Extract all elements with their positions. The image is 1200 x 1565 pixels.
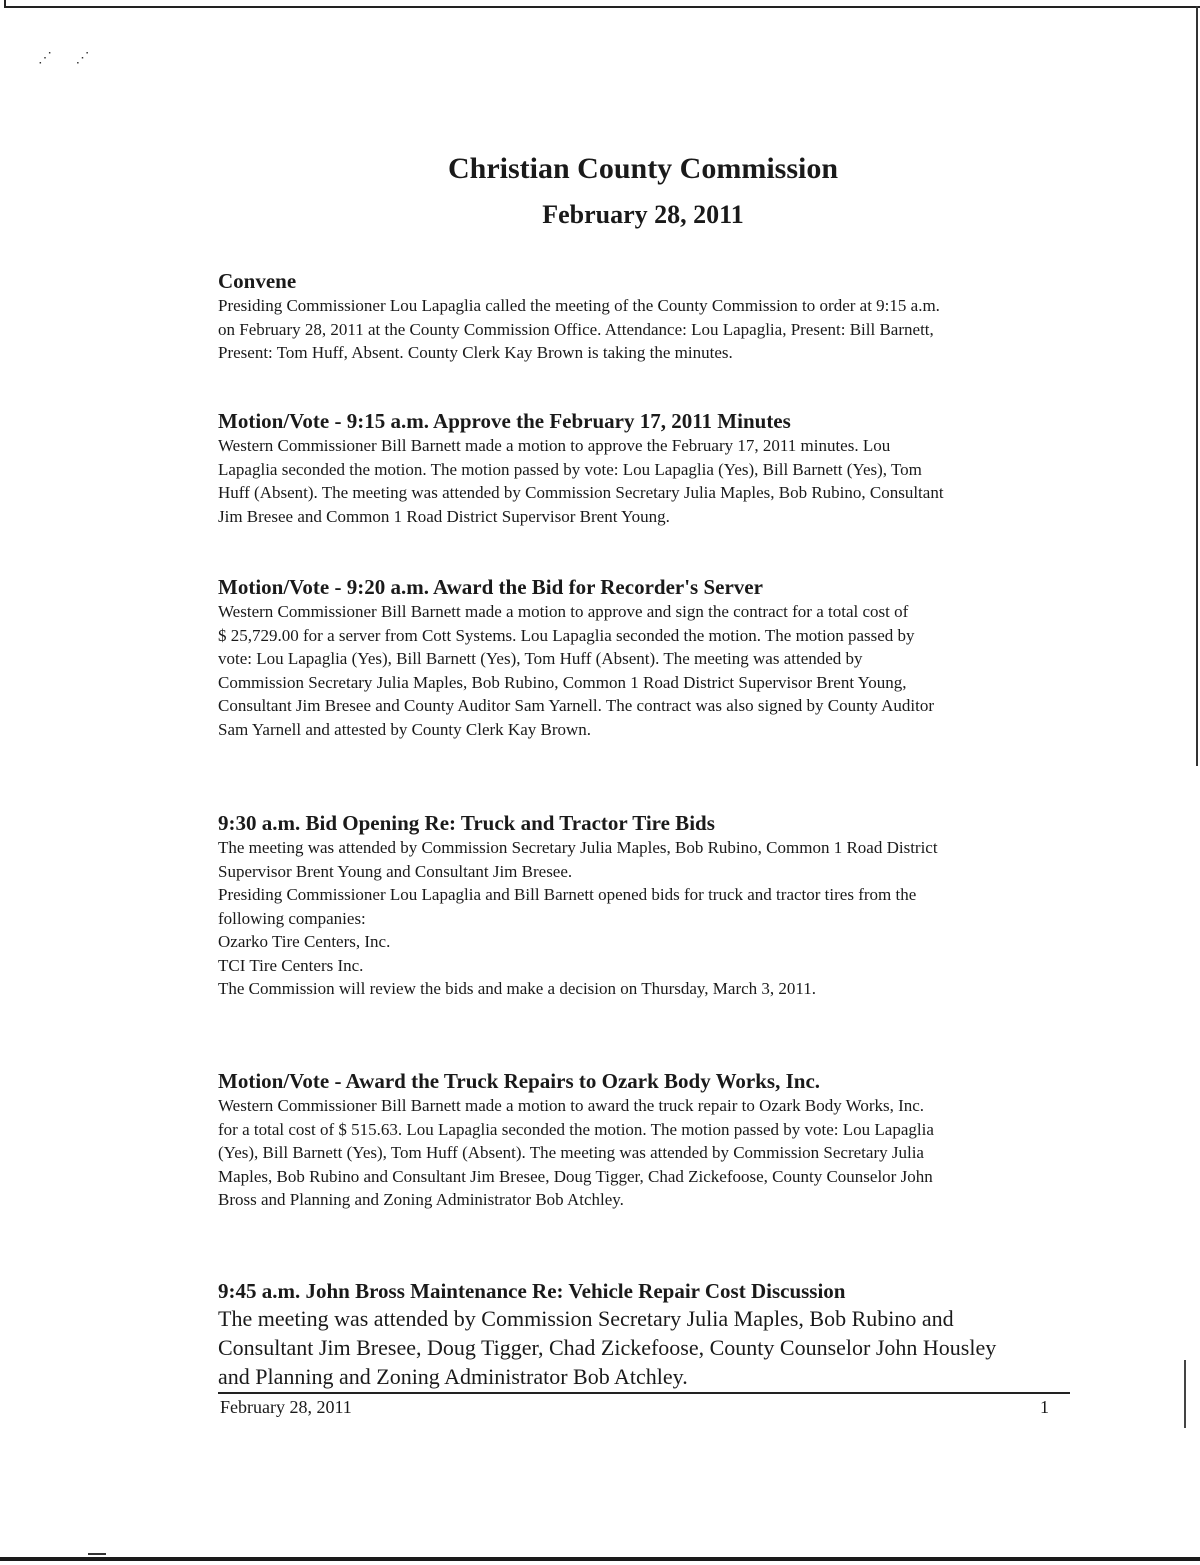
section-heading: Convene [218, 269, 297, 293]
scan-border-right [1196, 6, 1198, 766]
scan-border-tick [4, 0, 6, 8]
paragraph-line: Present: Tom Huff, Absent. County Clerk Kay Brown is taking the minutes. [218, 343, 733, 362]
section-truck-repairs [218, 1068, 1068, 1212]
section-heading: 9:30 a.m. Bid Opening Re: Truck and Tractor Tire Bids [218, 811, 715, 835]
paragraph-line: Maples, Bob Rubino and Consultant Jim Bresee, Doug Tigger, Chad Zickefoose, County Counselor John [218, 1166, 933, 1186]
scan-bottom-mark [88, 1553, 106, 1555]
page-number: 1 [1040, 1397, 1049, 1417]
paragraph-line: Supervisor Brent Young and Consultant Jim Bresee. [218, 861, 573, 881]
paragraph-line: for a total cost of $ 515.63. Lou Lapaglia seconded the motion. The motion passed by vote: Lou Lapaglia [218, 1119, 934, 1139]
paragraph-line: The Commission will review the bids and make a decision on Thursday, March 3, 2011. [218, 979, 817, 998]
section-approve-minutes [218, 408, 1068, 528]
paragraph-line: and Planning and Zoning Administrator Bob Atchley. [218, 1364, 688, 1389]
paragraph-line: Western Commissioner Bill Barnett made a motion to approve and sign the contract for a total cost of [218, 602, 909, 621]
section-convene [218, 268, 1068, 365]
paragraph-line: Consultant Jim Bresee, Doug Tigger, Chad Zickefoose, County Counselor John Housley [218, 1335, 997, 1360]
section-heading: Motion/Vote - Award the Truck Repairs to Ozark Body Works, Inc. [218, 1069, 821, 1093]
paragraph-line: TCI Tire Centers Inc. [218, 955, 364, 975]
section-heading: 9:45 a.m. John Bross Maintenance Re: Vehicle Repair Cost Discussion [218, 1279, 846, 1303]
paragraph-line: The meeting was attended by Commission Secretary Julia Maples, Bob Rubino and [218, 1306, 954, 1331]
document-title: Christian County Commission [447, 152, 839, 185]
footer-rule [218, 1392, 1070, 1394]
paragraph-line: on February 28, 2011 at the County Commission Office. Attendance: Lou Lapaglia, Present: Bill Barnett, [218, 319, 934, 339]
section-vehicle-repair-discussion [218, 1278, 1068, 1391]
scan-specks: ⋰ ⋰ [38, 51, 100, 66]
paragraph-line: Bross and Planning and Zoning Administrator Bob Atchley. [218, 1190, 624, 1209]
paragraph-line: $ 25,729.00 for a server from Cott Systems. Lou Lapaglia seconded the motion. The motion passed by [218, 625, 915, 645]
paragraph-line: vote: Lou Lapaglia (Yes), Bill Barnett (Yes), Tom Huff (Absent). The meeting was attended by [218, 649, 863, 668]
scan-border-bottom [0, 1557, 1200, 1561]
section-recorder-server [218, 574, 1068, 741]
section-tire-bids [218, 810, 1068, 1001]
paragraph-line: (Yes), Bill Barnett (Yes), Tom Huff (Absent). The meeting was attended by Commission Secretary Julia [218, 1143, 924, 1162]
paragraph-line: Western Commissioner Bill Barnett made a motion to award the truck repair to Ozark Body Works, Inc. [218, 1096, 925, 1115]
paragraph-line: Jim Bresee and Common 1 Road District Supervisor Brent Young. [218, 506, 670, 526]
paragraph-line: Presiding Commissioner Lou Lapaglia called the meeting of the County Commission to order at 9:15 a.m. [218, 296, 940, 315]
document-date: February 28, 2011 [542, 200, 744, 229]
scan-border-top [4, 6, 1200, 8]
section-heading: Motion/Vote - 9:20 a.m. Award the Bid for Recorder's Server [218, 575, 763, 599]
paragraph-line: Sam Yarnell and attested by County Clerk Kay Brown. [218, 719, 592, 739]
paragraph-line: Western Commissioner Bill Barnett made a motion to approve the February 17, 2011 minutes. Lou [218, 436, 891, 455]
footer-date: February 28, 2011 [220, 1397, 352, 1417]
paragraph-line: Presiding Commissioner Lou Lapaglia and Bill Barnett opened bids for truck and tractor tires from the [218, 885, 917, 904]
paragraph-line: Lapaglia seconded the motion. The motion passed by vote: Lou Lapaglia (Yes), Bill Barnett (Yes), Tom [218, 459, 922, 479]
paragraph-line: Huff (Absent). The meeting was attended by Commission Secretary Julia Maples, Bob Rubino, Consultant [218, 483, 944, 502]
paragraph-line: Commission Secretary Julia Maples, Bob Rubino, Common 1 Road District Supervisor Brent Young, [218, 672, 907, 692]
paragraph-line: Consultant Jim Bresee and County Auditor Sam Yarnell. The contract was also signed by County Auditor [218, 696, 934, 715]
scan-edge-mark [1184, 1360, 1186, 1428]
paragraph-line: following companies: [218, 908, 366, 928]
paragraph-line: Ozarko Tire Centers, Inc. [218, 932, 391, 951]
paragraph-line: The meeting was attended by Commission Secretary Julia Maples, Bob Rubino, Common 1 Road District [218, 838, 938, 857]
section-heading: Motion/Vote - 9:15 a.m. Approve the February 17, 2011 Minutes [218, 409, 791, 433]
